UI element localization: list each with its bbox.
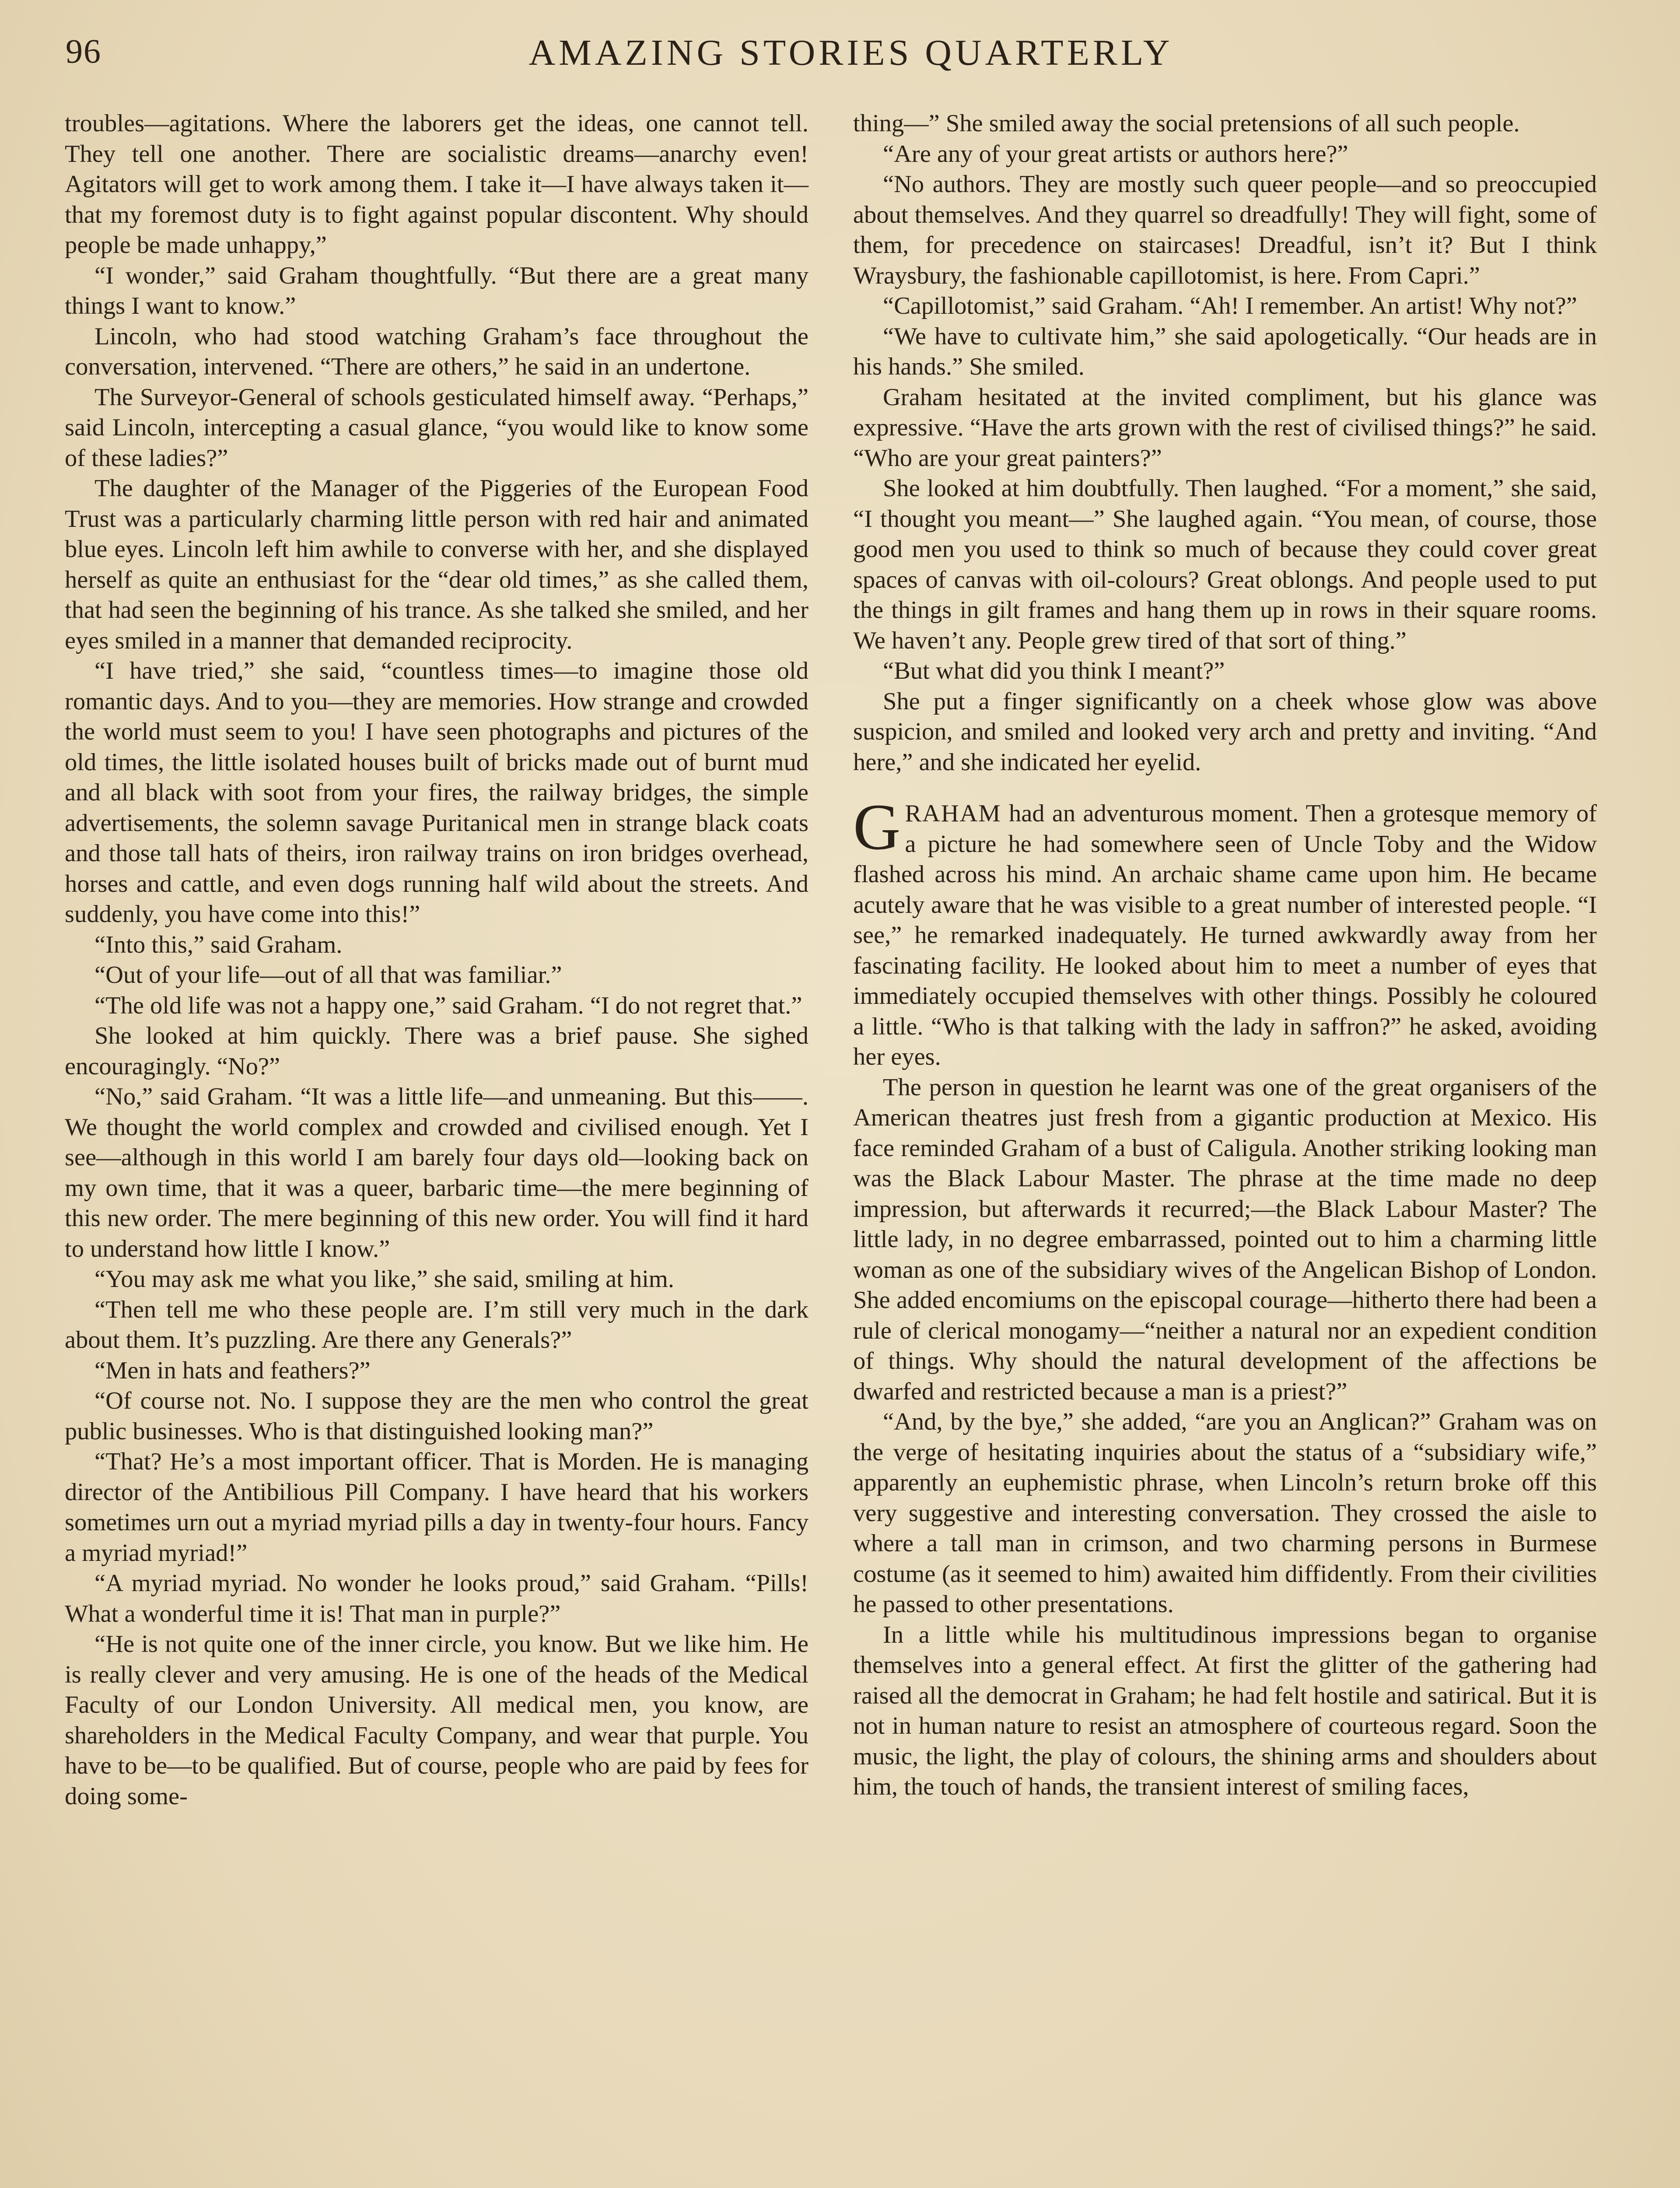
paragraph: “Into this,” said Graham. [94, 931, 343, 958]
paragraph: “Out of your life—out of all that was familiar.” [94, 961, 562, 989]
paragraph: “No authors. They are mostly such queer people—and so preoccupied about themselves. And they quarrel so dreadfully! They will fight, some of them, for precedence on staircases! Dreadful, isn’t it? But I think Wraysbury, the fashionable capillotomist, is here. From Capri.” [853, 171, 1597, 289]
page-header [66, 32, 1636, 84]
paragraph: “Of course not. No. I suppose they are the men who control the great public businesses. Who is that distinguished looking man?” [65, 1387, 808, 1445]
paragraph: “Are any of your great artists or authors here?” [883, 140, 1348, 168]
opening-text: had an adventurous moment. Then a grotesque memory of a picture he had somewhere seen of Uncle Toby and the Widow flashed across his mind. An archaic shame came upon him. He became acutely aware that he was visible to a great number of interested people. “I see,” he remarked inadequately. He turned awkwardly away from her fascinating facility. He looked about him to meet a number of eyes that immediately occupied themselves with other things. Possibly he coloured a little. “Who is that talking with the lady in saffron?” he asked, avoiding her eyes. [853, 800, 1597, 1070]
paragraph: “Men in hats and feathers?” [94, 1357, 371, 1384]
paragraph: In a little while his multitudinous impressions began to organise themselves into a general effect. At first the glitter of the gathering had raised all the democrat in Graham; he had felt hostile and satirical. But it is not in human nature to resist an atmosphere of courteous regard. Soon the music, the light, the play of colours, the shining arms and shoulders about him, the touch of hands, the transient interest of smiling faces, [853, 1621, 1597, 1800]
paragraph: The person in question he learnt was one of the great organisers of the American theatres just fresh from a gigantic production at Mexico. His face reminded Graham of a bust of Caligula. Another striking looking man was the Black Labour Master. The phrase at the time made no deep impression, but afterwards it recurred;—the Black Labour Master? The little lady, in no degree embarrassed, pointed out to him a charming little woman as one of the subsidiary wives of the Angelican Bishop of London. She added encomiums on the episcopal courage—hitherto there had been a rule of clerical monogamy—“neither a natural nor an expedient condition of things. Why should the natural development of the affections be dwarfed and restricted because a man is a priest?” [853, 1073, 1597, 1405]
paragraph: “The old life was not a happy one,” said Graham. “I do not regret that.” [94, 992, 802, 1019]
drop-cap: G [853, 791, 901, 863]
section-opening-paragraph [853, 791, 1597, 1073]
paragraph: Lincoln, who had stood watching Graham’s face throughout the conversation, intervened. “There are others,” he said in an undertone. [65, 323, 808, 380]
paragraph: “I have tried,” she said, “countless times—to imagine those old romantic days. And to you—they are memories. How strange and crowded the world must seem to you! I have seen photographs and pictures of the old times, the little isolated houses built of bricks made out of burnt mud and all black with soot from your fires, the railway bridges, the simple advertisements, the solemn savage Puritanical men in strange black coats and those tall hats of theirs, iron railway trains on iron bridges overhead, horses and cattle, and even dogs running half wild about the streets. And suddenly, you have come into this!” [65, 657, 808, 928]
paragraph: She looked at him quickly. There was a brief pause. She sighed encouragingly. “No?” [65, 1022, 808, 1080]
right-column [853, 109, 1597, 1802]
paragraph: “You may ask me what you like,” she said, smiling at him. [94, 1266, 674, 1293]
paragraph: “I wonder,” said Graham thoughtfully. “But there are a great many things I want to know.” [65, 262, 808, 319]
paragraph: “But what did you think I meant?” [883, 657, 1225, 684]
paragraph: The daughter of the Manager of the Piggeries of the European Food Trust was a particularly charming little person with red hair and animated blue eyes. Lincoln left him awhile to converse with her, and she displayed herself as quite an enthusiast for the “dear old times,” as she called them, that had seen the beginning of his trance. As she talked she smiled, and her eyes smiled in a manner that demanded reciprocity. [65, 475, 808, 654]
paragraph: She put a finger significantly on a cheek whose glow was above suspicion, and smiled and looked very arch and pretty and inviting. “And here,” and she indicated her eyelid. [853, 687, 1597, 776]
paragraph: “He is not quite one of the inner circle, you know. But we like him. He is really clever and very amusing. He is one of the heads of the Medical Faculty of our London University. All medical men, you know, are shareholders in the Medical Faculty Company, and wear that purple. You have to be—to be qualified. But of course, people who are paid by fees for doing some- [65, 1630, 808, 1810]
paragraph: “And, by the bye,” she added, “are you an Anglican?” Graham was on the verge of hesitating inquiries about the status of a “subsidiary wife,” apparently an euphemistic phrase, when Lincoln’s return broke off this very suggestive and interesting conversation. They crossed the aisle to where a tall man in crimson, and two charming persons in Burmese costume (as it seemed to him) awaited him diffidently. From their civilities he passed to other presentations. [853, 1408, 1597, 1618]
paragraph: “That? He’s a most important officer. That is Morden. He is managing director of the Antibilious Pill Company. I have heard that his workers sometimes urn out a myriad myriad pills a day in twenty-four hours. Fancy a myriad myriad!” [65, 1448, 808, 1567]
paragraph: “A myriad myriad. No wonder he looks proud,” said Graham. “Pills! What a wonderful time it is! That man in purple?” [65, 1570, 808, 1627]
paragraph: “Capillotomist,” said Graham. “Ah! I remember. An artist! Why not?” [883, 292, 1577, 319]
paragraph: troubles—agitations. Where the laborers get the ideas, one cannot tell. They tell one another. There are socialistic dreams—anarchy even! Agitators will get to work among them. I take it—I have always taken it—that my foremost duty is to fight against popular discontent. Why should people be made unhappy,” [65, 110, 808, 259]
page-number: 96 [66, 32, 102, 70]
running-head: AMAZING STORIES QUARTERLY [528, 32, 1173, 73]
paragraph: “Then tell me who these people are. I’m still very much in the dark about them. It’s puzzling. Are there any Generals?” [65, 1296, 808, 1353]
paragraph: Graham hesitated at the invited compliment, but his glance was expressive. “Have the arts grown with the rest of civilised things?” he said. “Who are your great painters?” [853, 383, 1597, 472]
lead-caps: RAHAM [905, 800, 1001, 827]
paragraph: “No,” said Graham. “It was a little life—and unmeaning. But this——. We thought the world complex and crowded and civilised enough. Yet I see—although in this world I am barely four days old—looking back on my own time, that it was a queer, barbaric time—the mere beginning of this new order. The mere beginning of this new order. You will find it hard to understand how little I know.” [65, 1083, 808, 1262]
left-column [65, 109, 808, 1812]
paragraph: She looked at him doubtfully. Then laughed. “For a moment,” she said, “I thought you meant—” She laughed again. “You mean, of course, those good men you used to think so much of because they could cover great spaces of canvas with oil-colours? Great oblongs. And people used to put the things in gilt frames and hang them up in rows in their square rooms. We haven’t any. People grew tired of that sort of thing.” [853, 475, 1597, 654]
paragraph: The Surveyor-General of schools gesticulated himself away. “Perhaps,” said Lincoln, intercepting a casual glance, “you would like to know some of these ladies?” [65, 383, 808, 472]
paragraph: “We have to cultivate him,” she said apologetically. “Our heads are in his hands.” She smiled. [853, 323, 1597, 380]
paragraph: thing—” She smiled away the social pretensions of all such people. [853, 110, 1520, 137]
